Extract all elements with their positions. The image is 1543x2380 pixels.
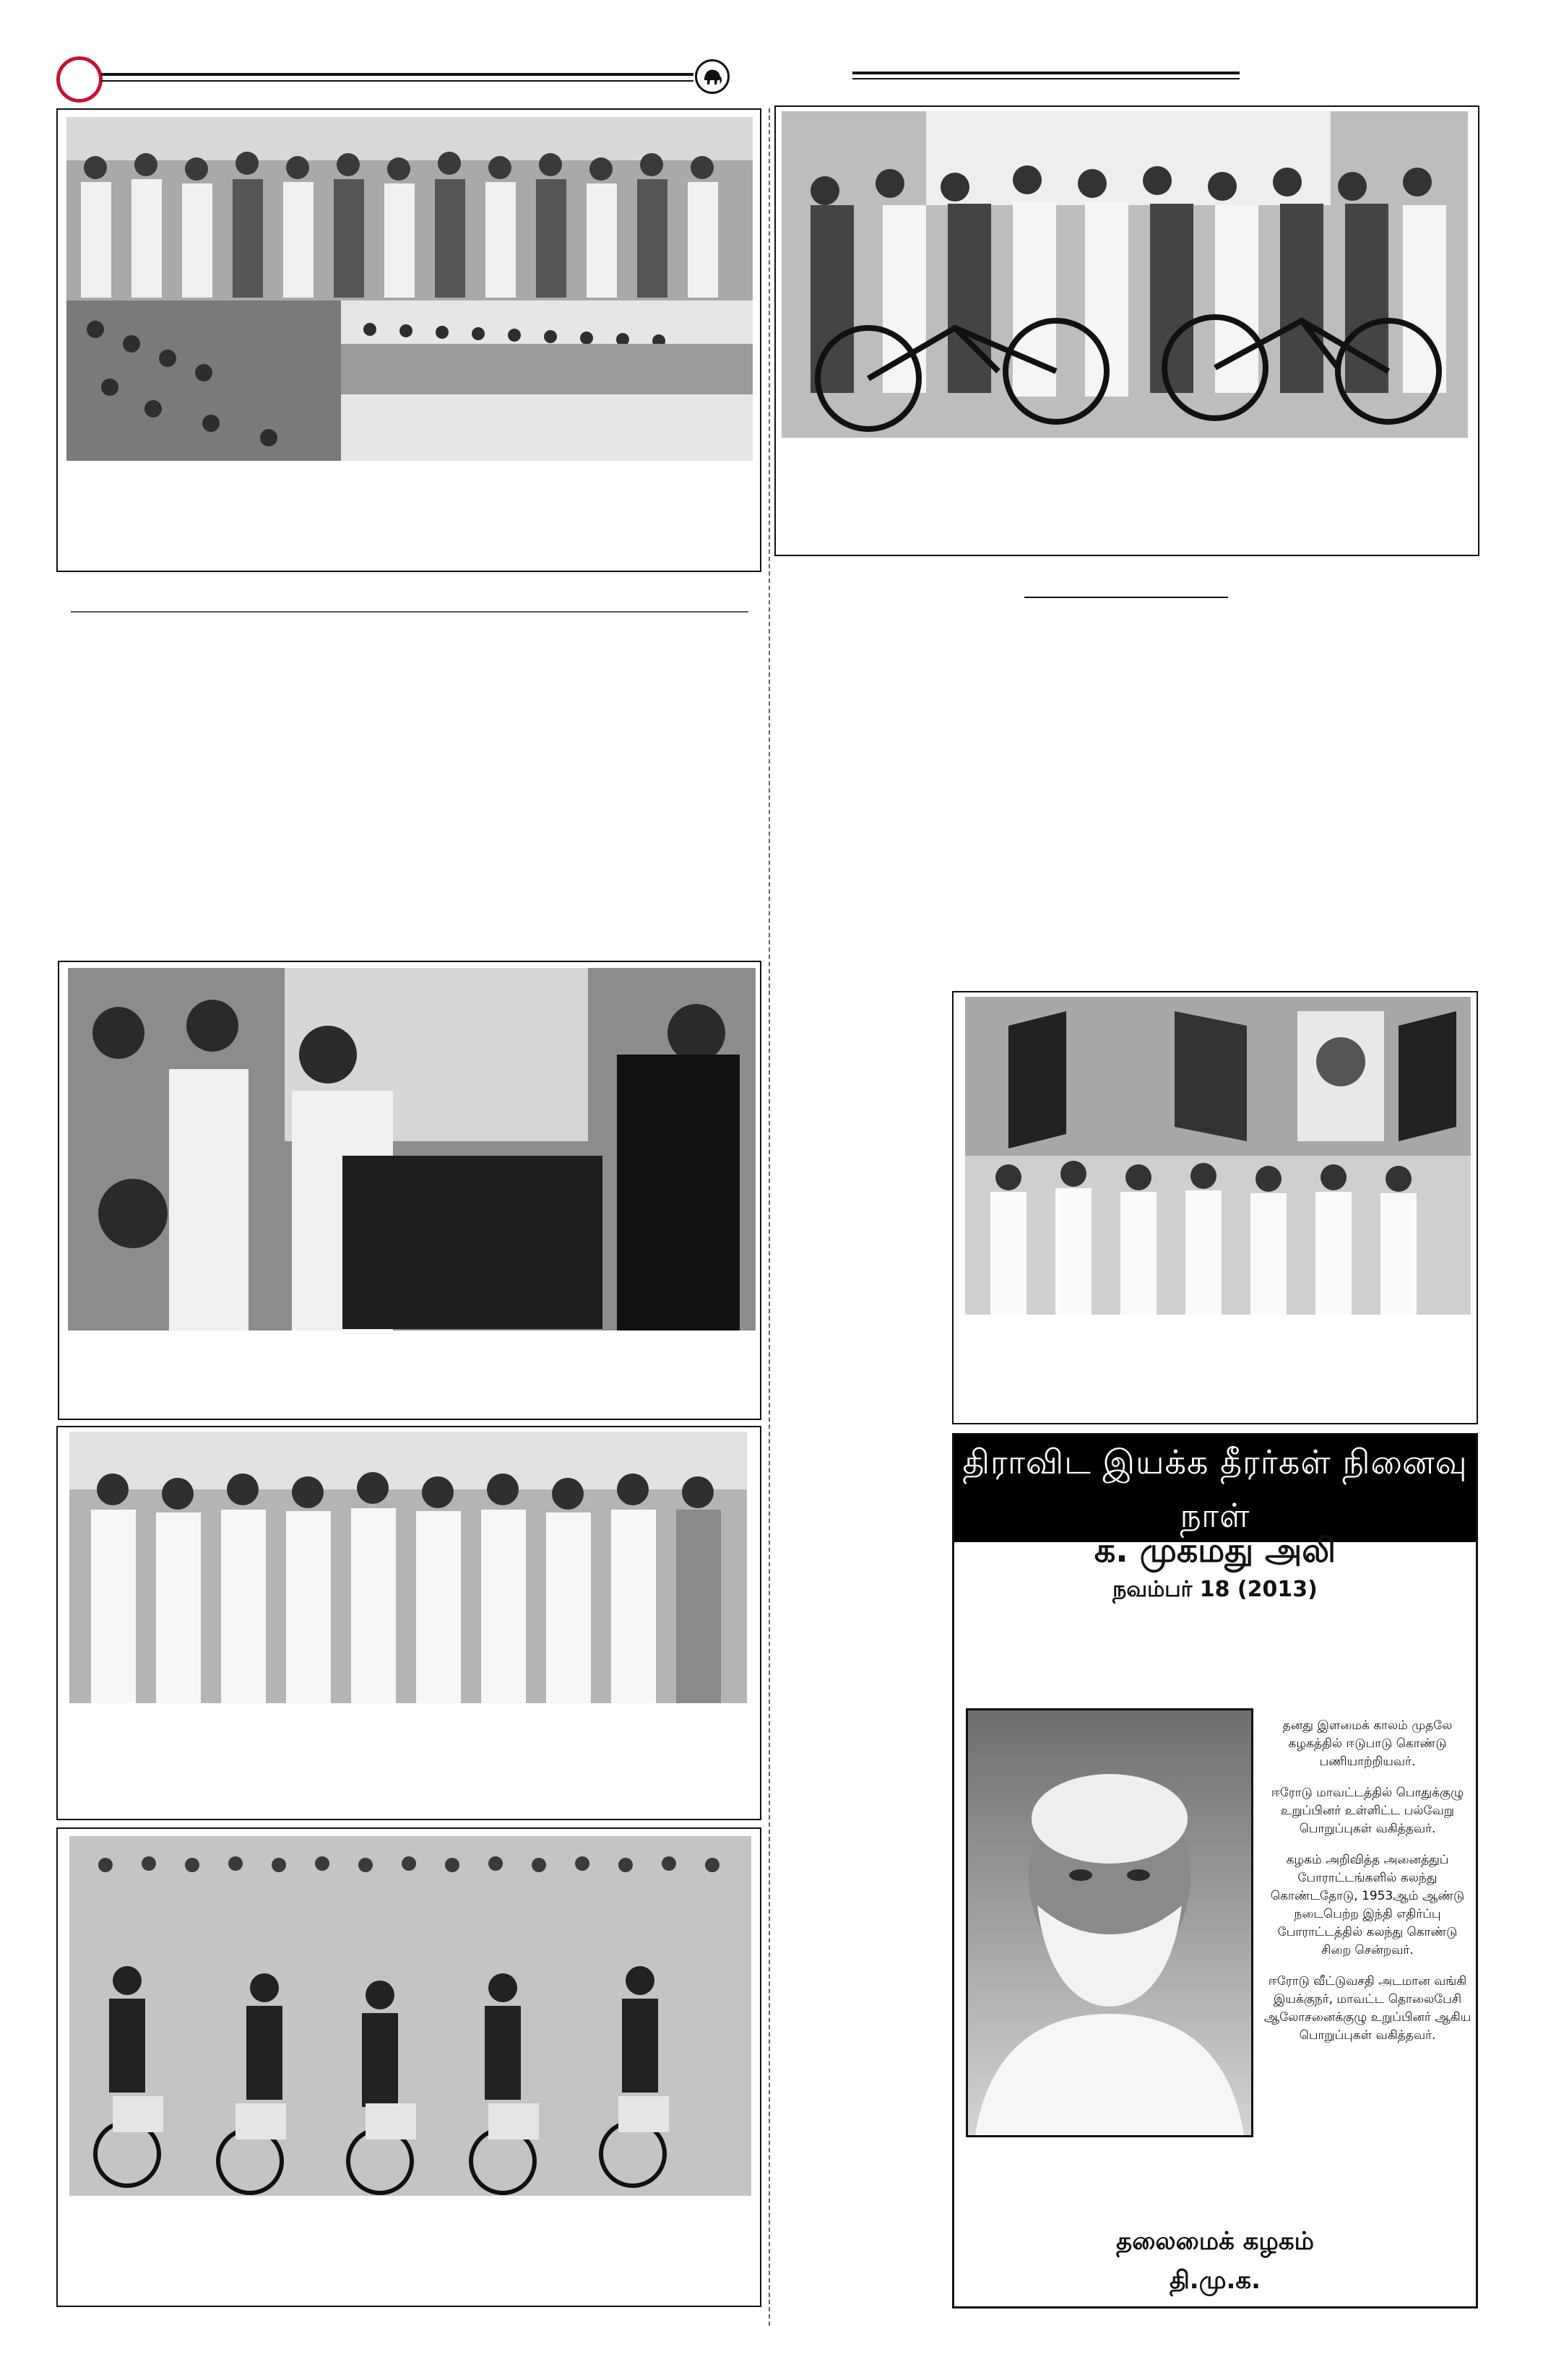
photo-students-seated — [66, 300, 753, 461]
photo-bicycle-distribution — [782, 111, 1468, 438]
elephant-emblem-icon — [695, 59, 730, 94]
photo-march-with-flags — [965, 997, 1471, 1315]
header-rule — [101, 80, 693, 82]
memorial-footer-party: தி.மு.க. — [1169, 2266, 1261, 2295]
header-rule — [852, 78, 1240, 79]
section-rule — [71, 611, 748, 613]
memorial-banner: திராவிட இயக்க தீரர்கள் நினைவு நாள் — [954, 1435, 1476, 1542]
red-ring-icon — [56, 56, 103, 103]
photo-students-with-bicycles — [69, 1836, 751, 2196]
memorial-notice — [952, 1433, 1478, 2308]
memorial-bio-para: ஈரோடு வீட்டுவசதி அடமான வங்கி இயக்குநர், மாவட்ட தொலைபேசி ஆலோசனைக்குழு உறுப்பினர் ஆகிய பொறுப்புகள் வகித்தவர். — [1263, 1974, 1471, 2043]
memorial-date: நவம்பர் 18 (2013) — [1112, 1577, 1318, 1602]
photo-frame-top-left — [56, 108, 761, 572]
photo-frame-officials — [56, 1426, 761, 1820]
column-divider — [769, 108, 770, 2326]
photo-officials-standing — [69, 1432, 747, 1703]
photo-frame-students-bicycles — [56, 1827, 761, 2307]
photo-officials-group — [66, 117, 753, 300]
header-rule — [852, 72, 1240, 74]
memorial-name: க. முகமது அலி — [1094, 1531, 1336, 1570]
memorial-bio — [1262, 1717, 1473, 2058]
photo-floral-tribute — [68, 968, 756, 1330]
memorial-footer-office: தலைமைக் கழகம் — [1116, 2227, 1314, 2256]
memorial-portrait — [966, 1708, 1253, 2137]
memorial-bio-para: கழகம் அறிவித்த அனைத்துப் போராட்டங்களில் கலந்து கொண்டதோடு, 1953ஆம் ஆண்டு நடைபெற்ற இந்தி எதிர்ப்பு போராட்டத்தில் கலந்து கொண்டு சிறை சென்றவர். — [1270, 1853, 1465, 1957]
photo-frame-top-right — [774, 105, 1479, 556]
photo-frame-floral-tribute — [58, 961, 761, 1420]
section-rule — [1024, 597, 1228, 598]
header-rule — [101, 73, 693, 76]
memorial-bio-para: ஈரோடு மாவட்டத்தில் பொதுக்குழு உறுப்பினர் உள்ளிட்ட பல்வேறு பொறுப்புகள் வகித்தவர். — [1271, 1786, 1464, 1836]
photo-frame-march — [952, 991, 1478, 1424]
memorial-bio-para: தனது இளமைக் காலம் முதலே கழகத்தில் ஈடுபாடு கொண்டு பணியாற்றியவர். — [1282, 1718, 1453, 1769]
